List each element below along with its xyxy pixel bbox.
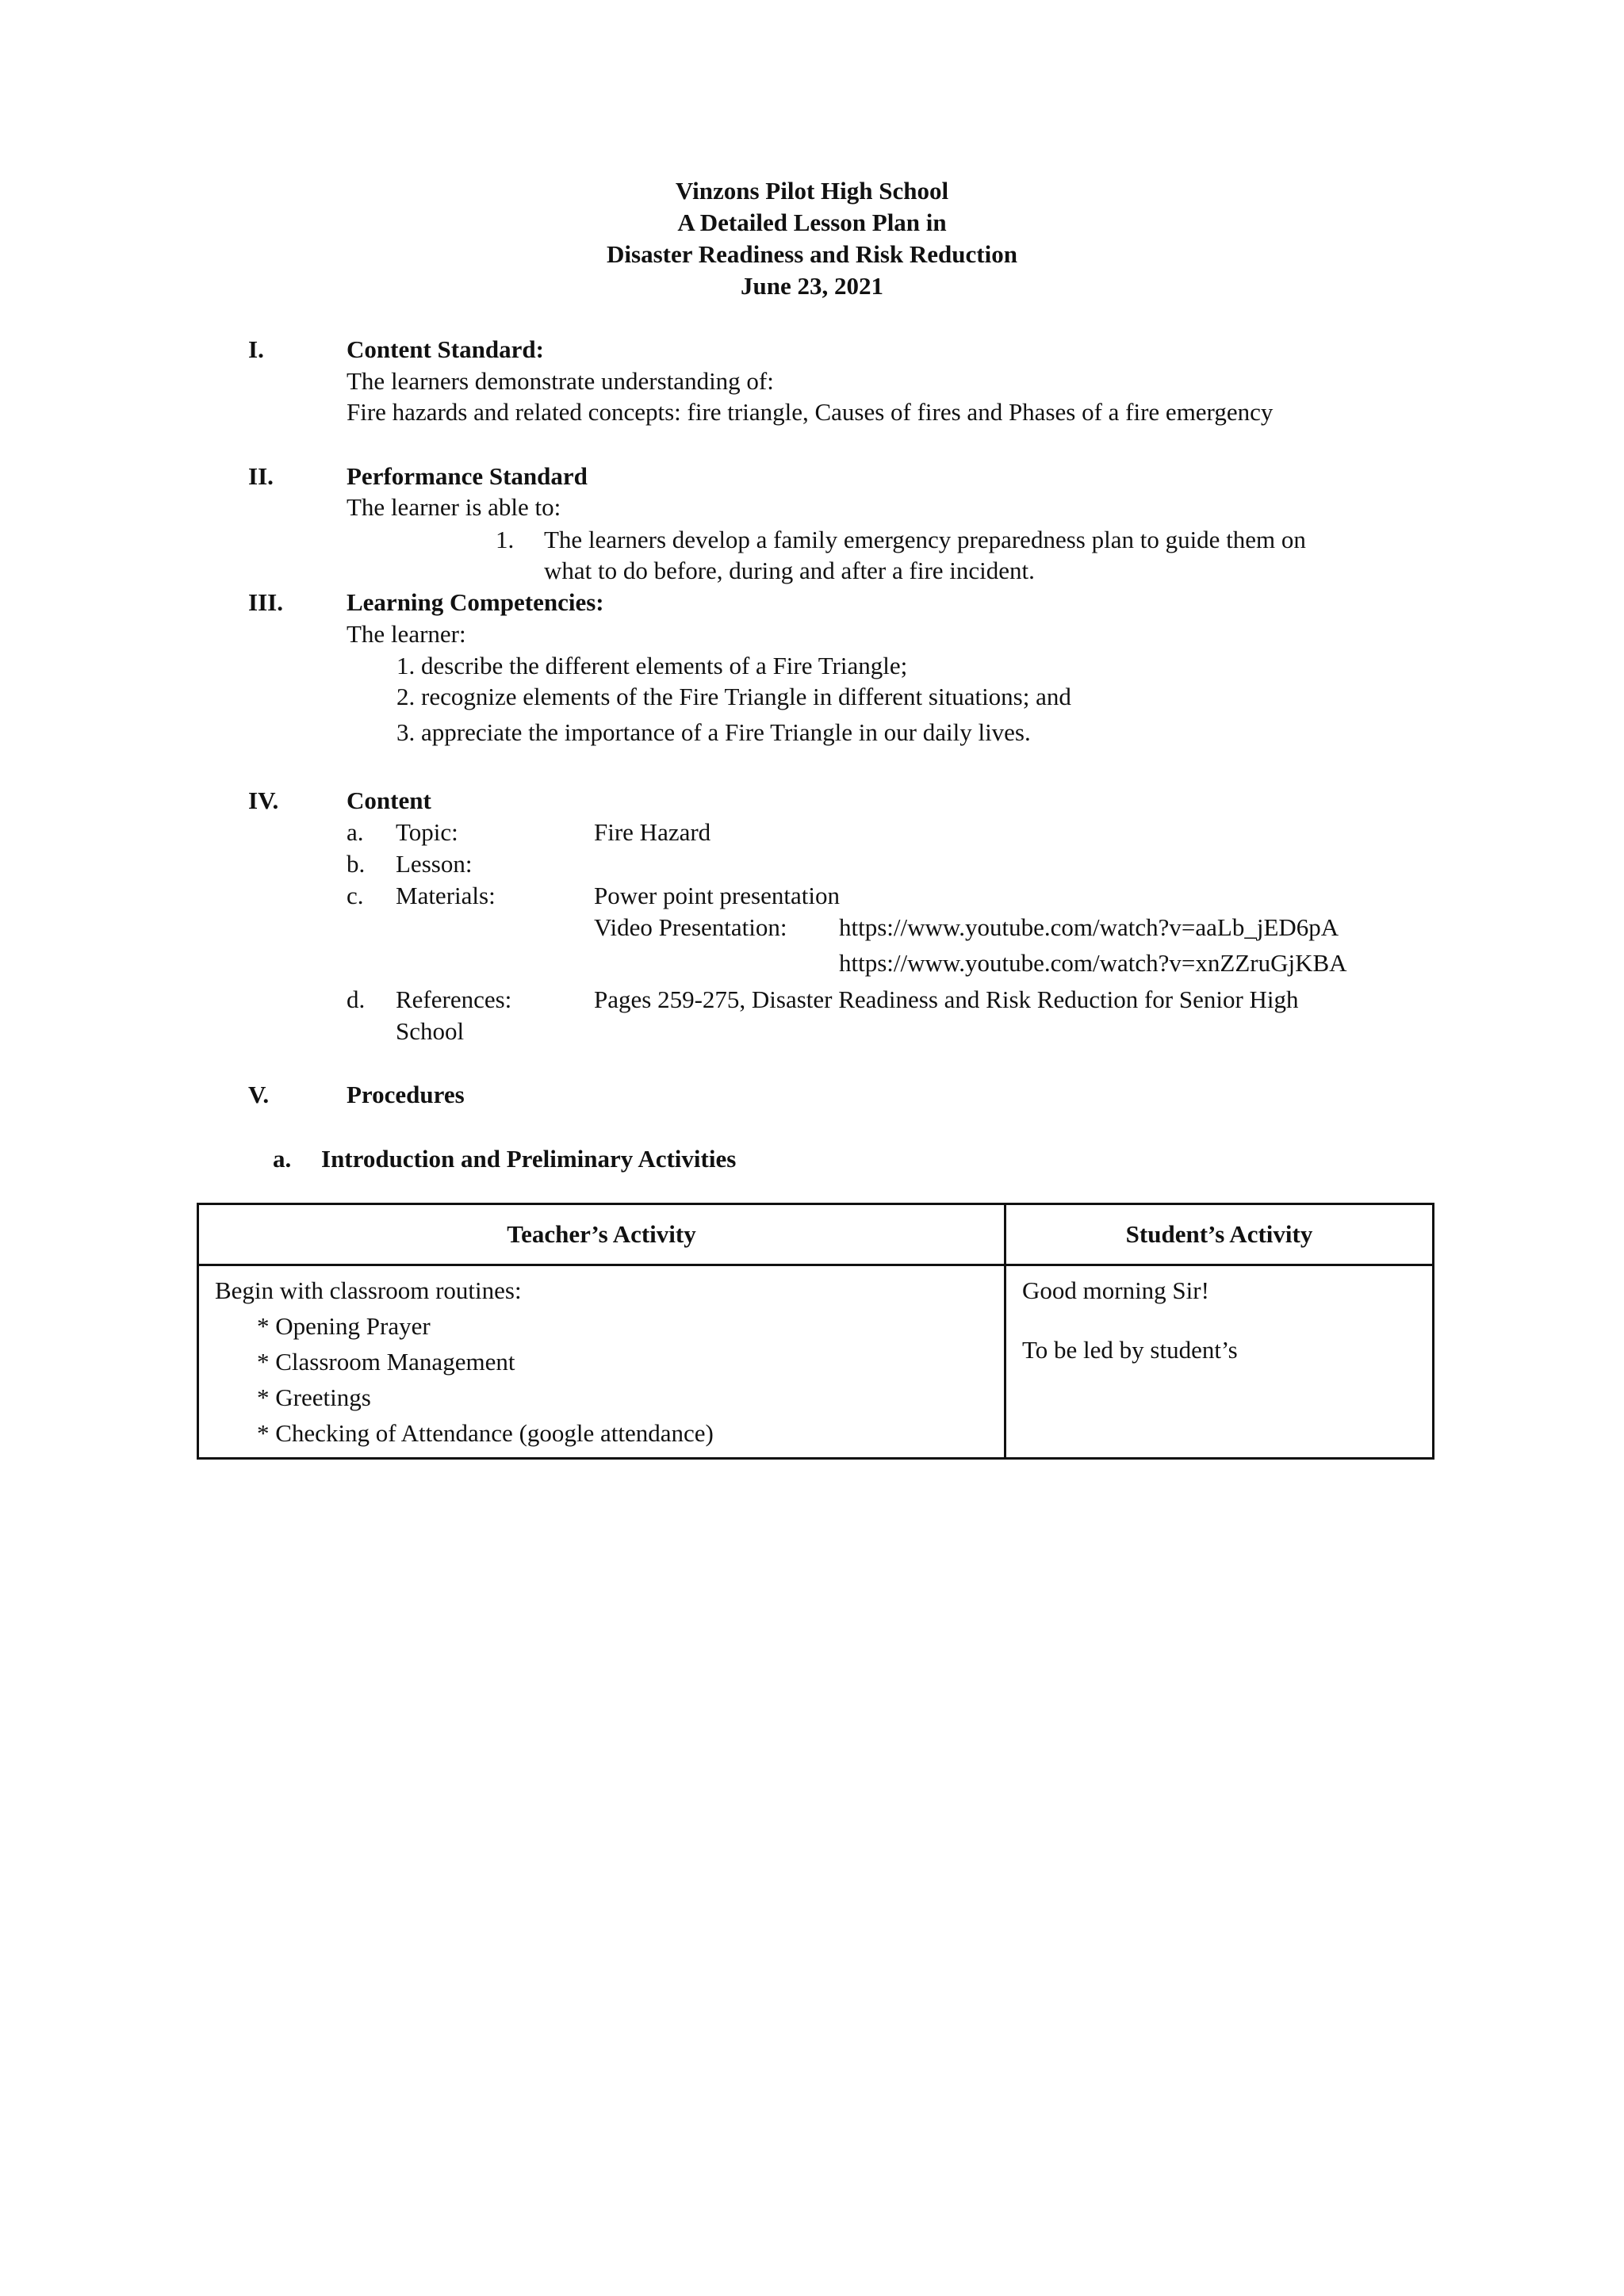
student-response-2: To be led by student’s: [1022, 1336, 1238, 1364]
section-5-title: Procedures: [347, 1081, 465, 1108]
section-4-numeral: IV.: [248, 786, 279, 814]
video-url-2[interactable]: https://www.youtube.com/watch?v=xnZZruGjKBA: [839, 949, 1347, 977]
section-2-numeral: II.: [248, 462, 274, 490]
routine-item: * Opening Prayer: [257, 1312, 431, 1340]
student-response-1: Good morning Sir!: [1022, 1276, 1209, 1304]
teacher-activity-header: Teacher’s Activity: [198, 1204, 1005, 1265]
section-2-item-line1: The learners develop a family emergency preparedness plan to guide them on: [544, 526, 1306, 553]
video-label: Video Presentation:: [594, 913, 787, 941]
procedure-sub-letter: a.: [273, 1145, 292, 1173]
routine-item: * Classroom Management: [257, 1348, 515, 1376]
competency-item: 2. recognize elements of the Fire Triangle in different situations; and: [396, 683, 1071, 710]
references-continued: School: [396, 1017, 465, 1045]
topic-value: Fire Hazard: [594, 818, 711, 846]
section-1-numeral: I.: [248, 335, 264, 363]
materials-label: Materials:: [396, 882, 496, 909]
teacher-intro: Begin with classroom routines:: [215, 1276, 522, 1304]
materials-value: Power point presentation: [594, 882, 840, 909]
section-3-numeral: III.: [248, 588, 283, 616]
activity-table: [197, 1203, 1434, 1460]
section-2-line1: The learner is able to:: [347, 493, 561, 521]
competency-item: 1. describe the different elements of a Fire Triangle;: [396, 652, 908, 679]
competency-item: 3. appreciate the importance of a Fire Triangle in our daily lives.: [396, 718, 1031, 746]
topic-label: Topic:: [396, 818, 458, 846]
section-3-title: Learning Competencies:: [347, 588, 604, 616]
section-2-item-line2: what to do before, during and after a fire incident.: [544, 557, 1035, 584]
routine-item: * Greetings: [257, 1383, 371, 1411]
section-4-title: Content: [347, 786, 431, 814]
section-1-line1: The learners demonstrate understanding of:: [347, 367, 774, 395]
table-row: [198, 1265, 1434, 1459]
references-letter: d.: [347, 985, 366, 1013]
routine-item: * Checking of Attendance (google attendance): [257, 1419, 714, 1447]
procedure-sub-title: Introduction and Preliminary Activities: [321, 1145, 737, 1173]
topic-letter: a.: [347, 818, 364, 846]
subject-title: Disaster Readiness and Risk Reduction: [607, 240, 1017, 268]
section-3-line1: The learner:: [347, 620, 466, 648]
video-url-1[interactable]: https://www.youtube.com/watch?v=aaLb_jED6pA: [839, 913, 1339, 941]
lesson-letter: b.: [347, 850, 366, 878]
lesson-date: June 23, 2021: [741, 272, 883, 300]
section-2-title: Performance Standard: [347, 462, 588, 490]
school-name: Vinzons Pilot High School: [675, 177, 949, 205]
references-value: Pages 259-275, Disaster Readiness and Risk Reduction for Senior High: [594, 985, 1299, 1013]
student-activity-header: Student’s Activity: [1005, 1204, 1434, 1265]
references-label: References:: [396, 985, 512, 1013]
section-5-numeral: V.: [248, 1081, 270, 1108]
materials-letter: c.: [347, 882, 364, 909]
section-1-line2: Fire hazards and related concepts: fire triangle, Causes of fires and Phases of a fire emergency: [347, 398, 1274, 426]
teacher-activity-cell: [198, 1265, 1005, 1459]
section-2-item-number: 1.: [496, 526, 515, 553]
plan-title: A Detailed Lesson Plan in: [677, 209, 947, 236]
section-1-title: Content Standard:: [347, 335, 544, 363]
table-header-row: [198, 1204, 1434, 1265]
lesson-label: Lesson:: [396, 850, 473, 878]
student-activity-cell: [1005, 1265, 1434, 1459]
